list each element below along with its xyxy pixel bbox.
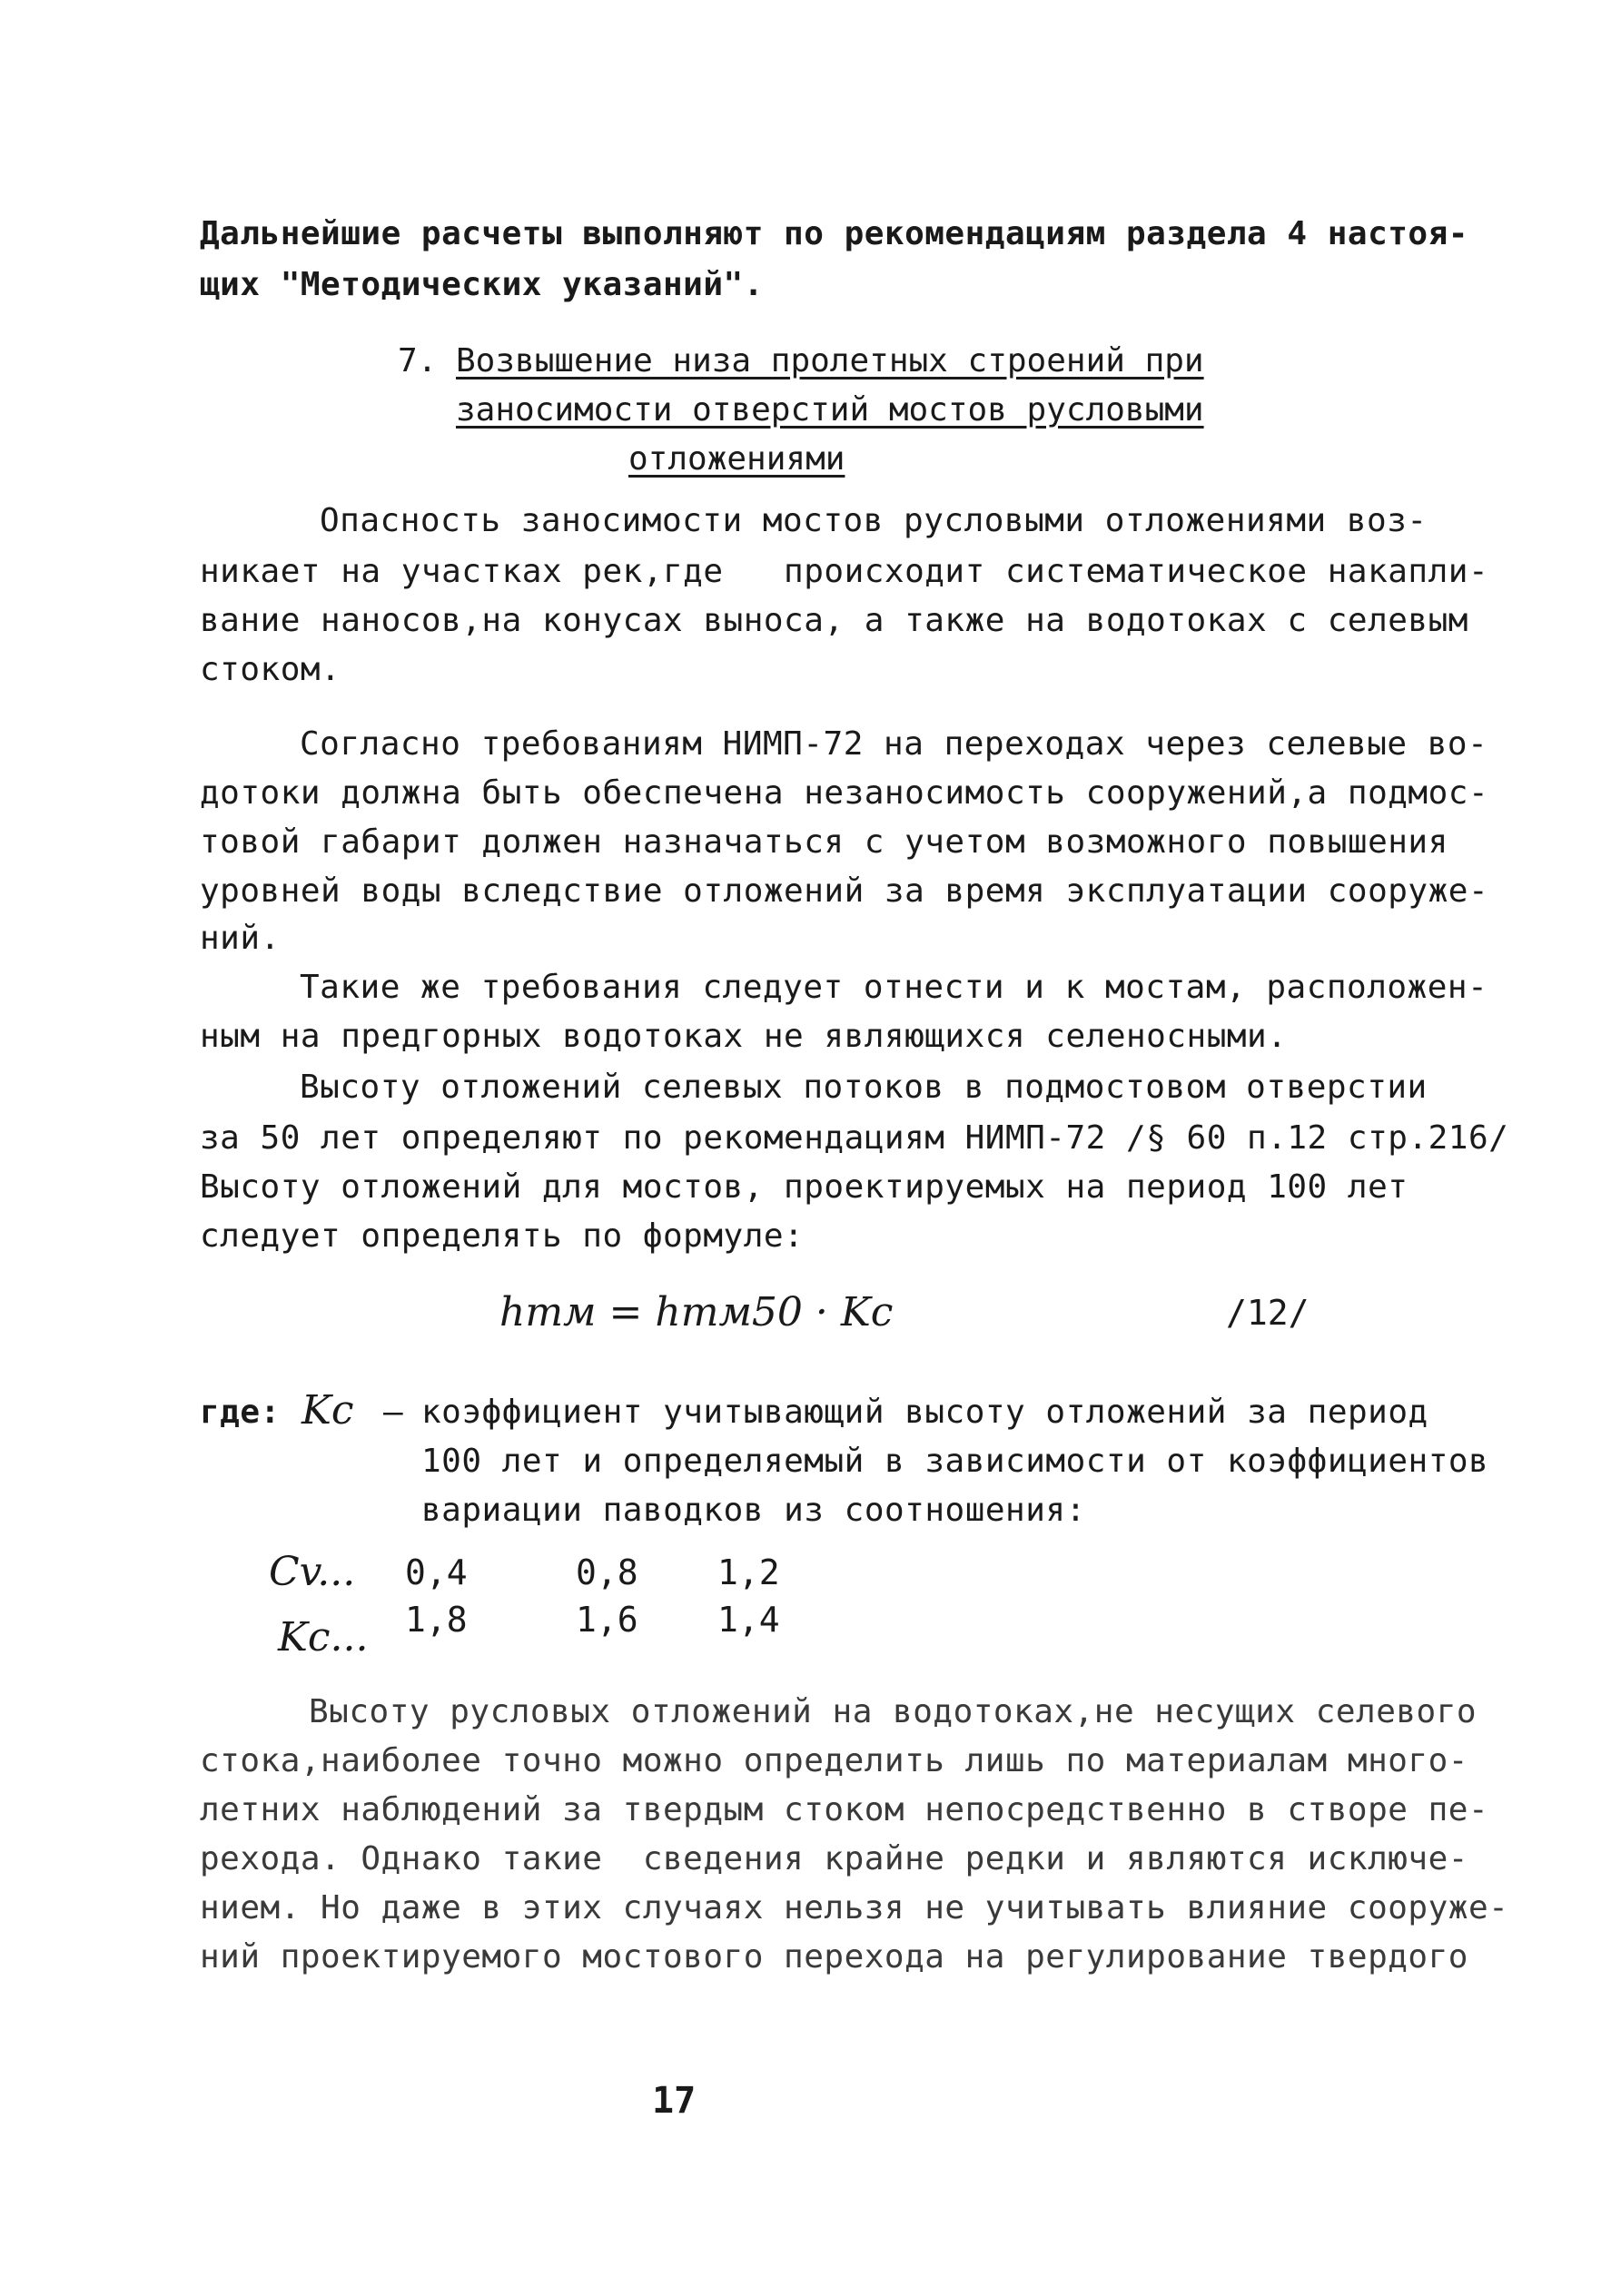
section-title-line-2: заносимости отверстий мостов русловыми [456, 391, 1204, 429]
formula-number: /12/ [1226, 1293, 1310, 1333]
para5-line-2: стока,наиболее точно можно определить лишь по материалам много- [200, 1742, 1468, 1779]
where-line-1: коэффициент учитывающий высоту отложений за период [421, 1394, 1428, 1431]
para2-line-4: уровней воды вследствие отложений за время эксплуатации сооруже- [200, 872, 1489, 910]
where-line-3: вариации паводков из соотношения: [421, 1492, 1086, 1529]
para1-line-2: никает на участках рек,где происходит систематическое накапли- [200, 553, 1489, 590]
para2-line-2: дотоки должна быть обеспечена незаносимость сооружений,а подмос- [200, 774, 1489, 812]
table-cell-kc-3: 1,4 [717, 1600, 780, 1640]
para1-line-4: стоком. [200, 651, 341, 688]
table-cell-kc-2: 1,6 [576, 1600, 638, 1640]
para4-line-3: Высоту отложений для мостов, проектируемых на период 100 лет [200, 1168, 1408, 1206]
para1-line-3: вание наносов,на конусах выноса, а также на водотоках с селевым [200, 602, 1468, 639]
table-cell-cv-2: 0,8 [576, 1552, 638, 1592]
where-label: где: [200, 1394, 281, 1431]
para2-line-3: товой габарит должен назначаться с учетом возможного повышения [200, 823, 1448, 861]
section-title-line-3: отложениями [628, 440, 845, 478]
table-cell-kc-1: 1,8 [405, 1600, 468, 1640]
page-number: 17 [652, 2080, 697, 2122]
para2-line-5: ний. [200, 920, 281, 957]
para4-line-4: следует определять по формуле: [200, 1217, 805, 1255]
intro-line-1: Дальнейшие расчеты выполняют по рекомендациям раздела 4 настоя- [200, 215, 1468, 252]
intro-line-2: щих "Методических указаний". [200, 266, 764, 303]
para1-line-1: Опасность заносимости мостов русловыми отложениями воз- [320, 502, 1428, 539]
para3-line-2: ным на предгорных водотоках не являющихся селеносными. [200, 1018, 1288, 1055]
where-line-2: 100 лет и определяемый в зависимости от коэффициентов [421, 1443, 1489, 1480]
para5-line-6: ний проектируемого мостового перехода на регулирование твердого [200, 1938, 1468, 1976]
table-row-label-kc: Kс... [278, 1614, 369, 1660]
table-cell-cv-3: 1,2 [717, 1552, 780, 1592]
where-symbol: Kс [301, 1387, 354, 1434]
table-row-label-cv: Cv... [269, 1549, 356, 1595]
para5-line-3: летних наблюдений за твердым стоком непосредственно в створе пе- [200, 1791, 1489, 1828]
table-cell-cv-1: 0,4 [405, 1552, 468, 1592]
para5-line-1: Высоту русловых отложений на водотоках,не несущих селевого [309, 1693, 1478, 1730]
formula-expression: hтм = hтм50 · Kс [499, 1289, 894, 1335]
where-dash: – [383, 1394, 404, 1431]
para4-line-1: Высоту отложений селевых потоков в подмостовом отверстии [300, 1069, 1428, 1106]
section-title-line-1: Возвышение низа пролетных строений при [456, 342, 1204, 379]
para5-line-4: рехода. Однако такие сведения крайне редки и являются исключе- [200, 1840, 1468, 1877]
para4-line-2: за 50 лет определяют по рекомендациям НИМП-72 /§ 60 п.12 стр.216/ [200, 1119, 1509, 1157]
para3-line-1: Такие же требования следует отнести и к мостам, расположен- [300, 969, 1488, 1006]
section-number: 7. [398, 342, 438, 379]
para5-line-5: нием. Но даже в этих случаях нельзя не учитывать влияние сооруже- [200, 1889, 1509, 1926]
para2-line-1: Согласно требованиям НИМП-72 на переходах через селевые во- [300, 725, 1488, 763]
